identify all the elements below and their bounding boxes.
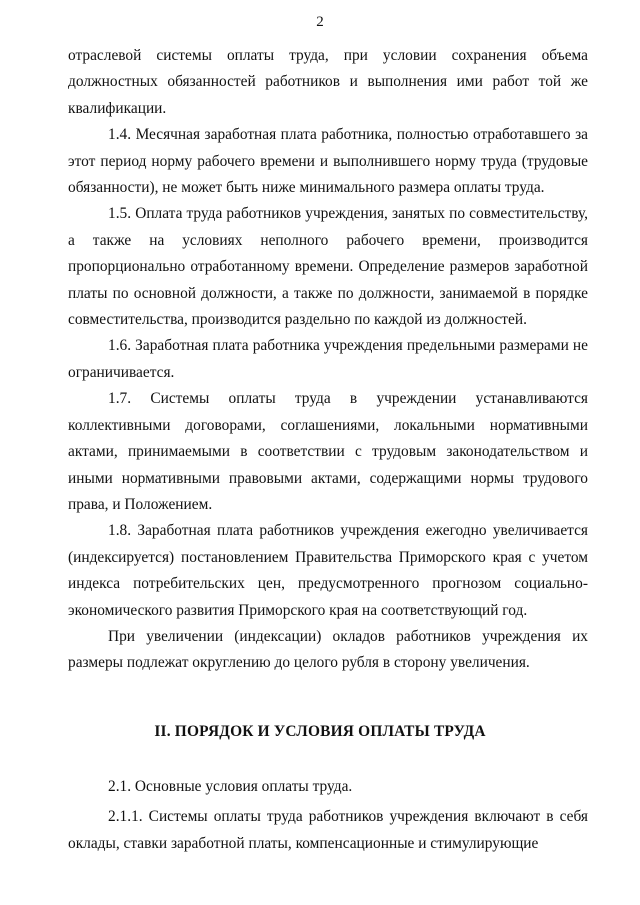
paragraph-continuation: отраслевой системы оплаты труда, при условии сохранения объема должностных обязанностей работников и выполнения ими работ той же квалификации. xyxy=(68,47,588,117)
paragraph-1-4: 1.4. Месячная заработная плата работника, полностью отработавшего за этот период норму рабочего времени и выполнившего норму труда (трудовые обязанности), не может быть ниже минимального размера оплаты труда. xyxy=(68,126,588,197)
section-body xyxy=(68,774,588,857)
paragraph-2-1-1: 2.1.1. Системы оплаты труда работников учреждения включают в себя оклады, ставки заработной платы, компенсационные и стимулирующие xyxy=(68,808,588,852)
paragraph-1-6: 1.6. Заработная плата работника учреждения предельными размерами не ограничивается. xyxy=(68,337,588,381)
paragraph-indexation: При увеличении (индексации) окладов работников учреждения их размеры подлежат округлению до целого рубля в сторону увеличения. xyxy=(68,627,588,672)
paragraph-1-5: 1.5. Оплата труда работников учреждения, занятых по совместительству, а также на условиях неполного рабочего времени, производится пропорционально отработанному времени. Определение размеров заработной платы по основной должности, а также по должности, занимаемой в порядке совместительства, производится раздельно по каждой из должностей. xyxy=(68,205,588,329)
paragraph-2-1: 2.1. Основные условия оплаты труда. xyxy=(108,778,353,795)
section-heading: II. ПОРЯДОК И УСЛОВИЯ ОПЛАТЫ ТРУДА xyxy=(154,723,486,740)
paragraph-1-7: 1.7. Системы оплаты труда в учреждении устанавливаются коллективными договорами, соглашениями, локальными нормативными актами, принимаемыми в соответствии с трудовым законодательством и иными нормативными правовыми актами, содержащими нормы трудового права, и Положением. xyxy=(68,390,588,513)
paragraph-1-8: 1.8. Заработная плата работников учреждения ежегодно увеличивается (индексируется) постановлением Правительства Приморского края с учетом индекса потребительских цен, предусмотренного прогнозом социально-экономического развития Приморского края на соответствующий год. xyxy=(68,522,588,619)
page-number: 2 xyxy=(316,14,324,30)
document-body xyxy=(68,43,588,677)
